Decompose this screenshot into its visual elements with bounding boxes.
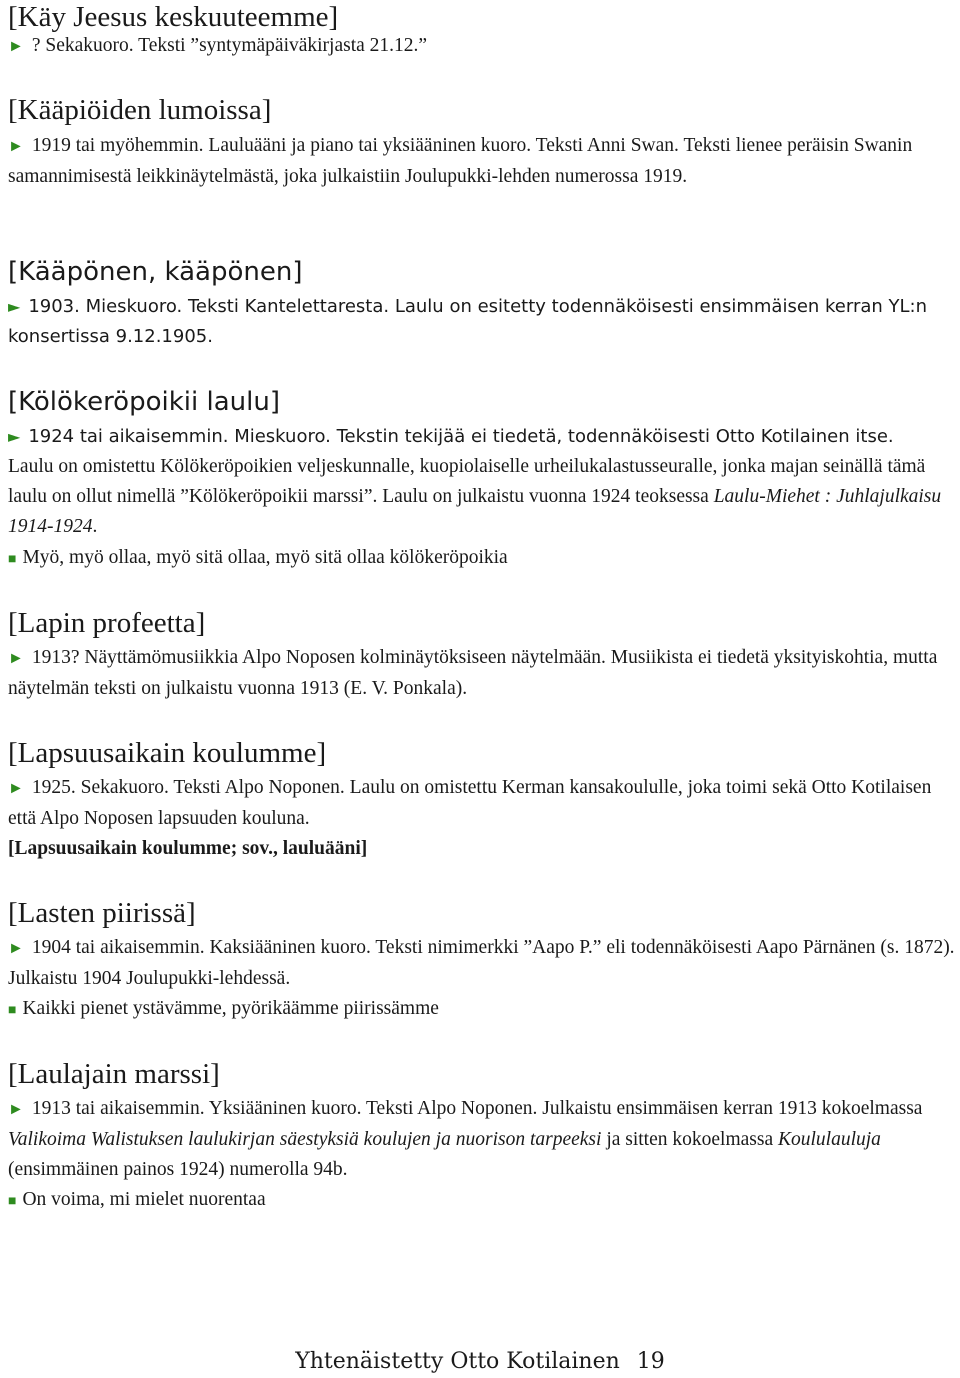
entry [8,0,338,34]
page-footer [0,1346,960,1378]
entry-text: ► 1925. Sekakuoro. Teksti Alpo Noponen. Laulu on omistettu Kerman kansakoululle, joka toimi sekä Otto Kotilaisen että Alpo Noposen lapsuuden kouluna. [8,777,932,829]
entry-title: [Käy Jeesus keskuuteemme] [8,1,339,33]
entry-text: ► 1913 tai aikaisemmin. Yksiääninen kuoro. Teksti Alpo Noponen. Julkaistu ensimmäisen kerran 1913 kokoelmassa Valikoima Walistuksen laulukirjan säestyksiä koulujen ja nuorison tarpeeksi ja sitten kokoelmassa Koululauluja (ensimmäinen painos 1924) numerolla 94b. [8,1098,923,1180]
entry-title: [Laulajain marssi] [8,1058,220,1090]
incipit: ■ Kaikki pienet ystävämme, pyörikäämme piirissämme [8,998,439,1019]
entry-title: [Lasten piirissä] [8,897,196,929]
triangle-right-icon: ► [8,1101,24,1118]
entry-text: ► 1919 tai myöhemmin. Lauluääni ja piano tai yksiääninen kuoro. Teksti Anni Swan. Teksti lienee peräisin Swanin samannimisestä leikkinäytelmästä, joka julkaistiin Joulupukki-lehden numerossa 1919. [8,135,913,187]
publication-title: Valikoima Walistuksen laulukirjan säestyksiä koulujen ja nuorison tarpeeksi [8,1129,602,1150]
publication-title: Koululauluja [778,1129,881,1150]
page-number: 19 [636,1349,665,1374]
entry-title: [Kölökeröpoikii laulu] [8,387,280,417]
entry-text: ► 1924 tai aikaisemmin. Mieskuoro. Tekstin tekijää ei tiedetä, todennäköisesti Otto Kotilainen itse. [8,426,894,447]
entry-text: ► 1903. Mieskuoro. Teksti Kantelettaresta. Laulu on esitetty todennäköisesti ensimmäisen kerran YL:n konsertissa 9.12.1905. [8,296,928,347]
triangle-right-icon: ► [8,650,24,667]
triangle-right-icon: ► [8,427,21,446]
entry-title: [Kääpönen, kääpönen] [8,257,303,287]
entry-text: ► ? Sekakuoro. Teksti ”syntymäpäiväkirjasta 21.12.” [8,35,428,56]
entry-text: ► 1913? Näyttämömusiikkia Alpo Noposen kolminäytöksiseen näytelmään. Musiikista ei tiedetä yksityiskohtia, mutta näytelmän teksti on julkaistu vuonna 1913 (E. V. Ponkala). [8,647,938,699]
entry-title: [Lapin profeetta] [8,607,206,639]
incipit: ■ On voima, mi mielet nuorentaa [8,1189,266,1210]
entry-subtitle: [Lapsuusaikain koulumme; sov., lauluääni] [8,838,368,859]
entry-title: [Lapsuusaikain koulumme] [8,737,327,769]
entry-title: [Kääpiöiden lumoissa] [8,94,272,126]
triangle-right-icon: ► [8,940,24,957]
footer-title: Yhtenäistetty Otto Kotilainen [295,1349,620,1374]
incipit: ■ Myö, myö ollaa, myö sitä ollaa, myö sitä ollaa kölökeröpoikia [8,547,508,568]
square-icon: ■ [8,1003,17,1018]
entry-text: ► 1904 tai aikaisemmin. Kaksiääninen kuoro. Teksti nimimerkki ”Aapo P.” eli todennäköisesti Aapo Pärnänen (s. 1872). Julkaistu 1904 Joulupukki-lehdessä. [8,937,955,989]
triangle-right-icon: ► [8,297,21,316]
triangle-right-icon: ► [8,38,24,55]
publication-title: Laulu-Miehet : Juhlajulkaisu 1914-1924 [8,486,942,537]
entry-text-continued: Laulu on omistettu Kölökeröpoikien veljeskunnalle, kuopiolaiselle urheilukalastusseuralle, jonka majan seinällä tämä laulu on ollut nimellä ”Kölökeröpoikii marssi”. Laulu on julkaistu vuonna 1924 teoksessa Laulu-Miehet : Juhlajulkaisu 1914-1924. [8,456,942,537]
triangle-right-icon: ► [8,138,24,155]
square-icon: ■ [8,1194,17,1209]
square-icon: ■ [8,552,17,567]
triangle-right-icon: ► [8,780,24,797]
